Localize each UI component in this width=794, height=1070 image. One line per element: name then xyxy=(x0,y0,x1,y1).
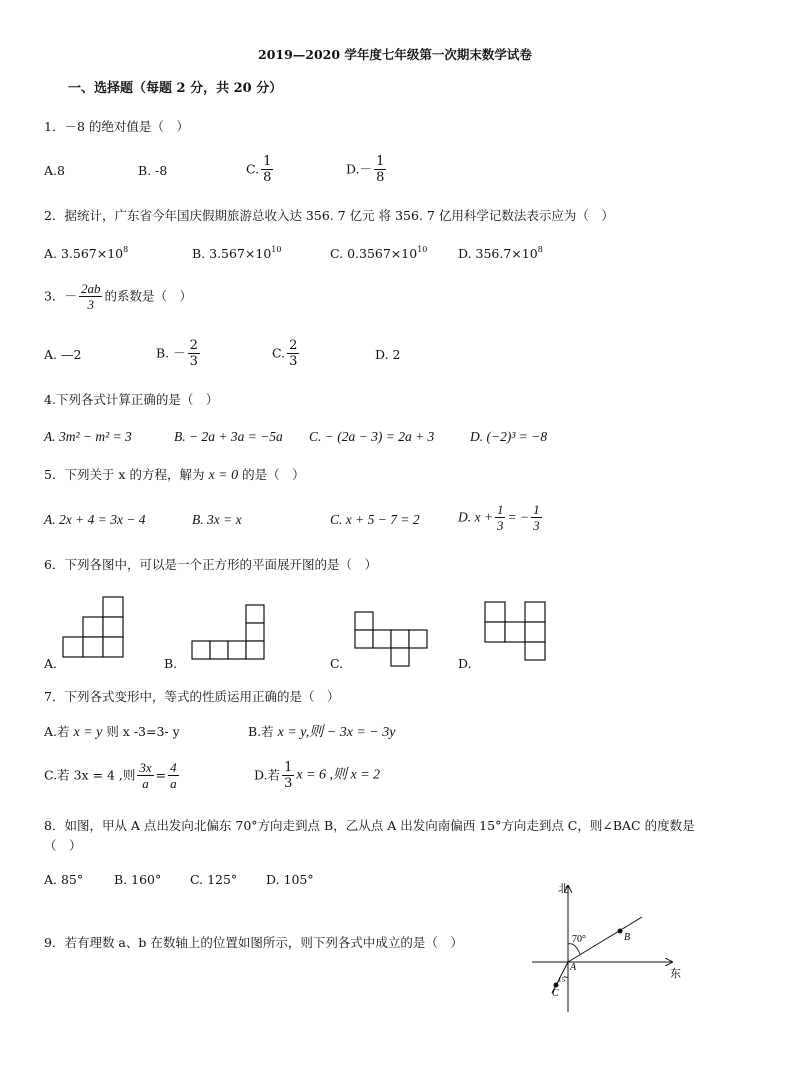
angle-15-label: 15 xyxy=(558,976,565,984)
question-9-stem: 9．若有理数 a、b 在数轴上的位置如图所示，则下列各式中成立的是（ ） xyxy=(44,935,463,950)
q6-figure-b xyxy=(190,604,266,660)
angle-arc-70 xyxy=(568,944,580,954)
q8-option-a: A. 85° xyxy=(44,872,84,887)
question-6-stem: 6．下列各图中，可以是一个正方形的平面展开图的是（ ） xyxy=(44,557,377,572)
question-2-stem: 2．据统计，广东省今年国庆假期旅游总收入达 356. 7 亿元 将 356. 7 亿用科学记数法表示应为（ ） xyxy=(44,208,614,223)
north-label: 北 xyxy=(558,882,569,895)
q8-option-c: C. 125° xyxy=(190,872,238,887)
q7-option-b: B.若 x = y,则 − 3x = − 3y xyxy=(248,724,396,740)
q1-option-c: C. $\frac{1}{8}$ xyxy=(246,154,272,185)
q4-option-b: B. − 2a + 3a = −5a xyxy=(174,429,283,444)
q7-option-d: D.若 $\frac{1}{3}$ x = 6 ,则 x = 2 xyxy=(254,760,381,791)
q8-option-b: B. 160° xyxy=(114,872,162,887)
q6-option-a: A. xyxy=(44,656,58,671)
q1-option-b: B. -8 xyxy=(138,163,168,178)
q3-option-d: D. 2 xyxy=(375,347,401,362)
q5-option-c: C. x + 5 − 7 = 2 xyxy=(330,512,420,527)
angle-70-label: 70° xyxy=(572,934,586,945)
page-title: 2019—2020 学年度七年级第一次期末数学试卷 xyxy=(258,47,532,62)
q8-option-d: D. 105° xyxy=(266,872,314,887)
q4-option-a: A. 3m² − m² = 3 xyxy=(44,429,132,444)
question-3-stem: 3．－ $\frac{2ab}{3}$ 的系数是（ ） xyxy=(44,281,192,312)
point-b-label: B xyxy=(624,932,631,943)
section-heading: 一、选择题（每题 2 分，共 20 分） xyxy=(68,81,283,96)
point-b-dot xyxy=(618,929,623,934)
q6-option-d: D. xyxy=(458,656,472,671)
q3-option-a: A. —2 xyxy=(44,347,82,362)
q3-option-b: B. － $\frac{2}{3}$ xyxy=(156,338,198,369)
q1-option-a: A.8 xyxy=(44,163,65,178)
q6-option-c: C. xyxy=(330,656,344,671)
q3-option-c: C. $\frac{2}{3}$ xyxy=(272,338,298,369)
q5-option-b: B. 3x = x xyxy=(192,512,242,527)
question-7-stem: 7．下列各式变形中，等式的性质运用正确的是（ ） xyxy=(44,689,340,704)
q7-option-a: A.若 x = y 则 x -3=3- y xyxy=(44,724,180,740)
q2-option-d: D. $356.7\times 10^8$ xyxy=(458,245,543,261)
q6-option-b: B. xyxy=(164,656,178,671)
q1-option-d: D.－ $\frac{1}{8}$ xyxy=(346,154,385,185)
point-c-label: C xyxy=(552,988,559,999)
q2-option-c: C. $0.3567\times 10^{10}$ xyxy=(330,245,428,261)
direction-diagram xyxy=(520,880,700,1020)
question-8-stem: 8．如图，甲从 A 点出发向北偏东 70°方向走到点 B，乙从点 A 出发向南偏西 15°方向走到点 C，则∠BAC 的度数是 xyxy=(44,818,695,833)
q2-option-b: B. $3.567\times 10^{10}$ xyxy=(192,245,282,261)
q6-figure-c xyxy=(353,611,429,667)
question-8-stem-line2: （ ） xyxy=(44,838,82,853)
q6-figure-a xyxy=(62,596,124,658)
q5-option-a: A. 2x + 4 = 3x − 4 xyxy=(44,512,146,527)
q4-option-c: C. − (2a − 3) = 2a + 3 xyxy=(309,429,435,444)
question-1-stem: 1．－8 的绝对值是（ ） xyxy=(44,119,189,134)
q7-option-c: C.若 3x = 4 ,则 $\frac{3x}{a}$ = $\frac{4}{a}$ xyxy=(44,760,177,791)
question-5-stem: 5．下列关于 x 的方程，解为 x = 0 的是（ ） xyxy=(44,467,305,483)
question-4-stem: 4.下列各式计算正确的是（ ） xyxy=(44,392,219,407)
east-label: 东 xyxy=(670,967,681,980)
point-a-label: A xyxy=(570,962,577,973)
q5-option-d: D. x + $\frac{1}{3}$ = − $\frac{1}{3}$ xyxy=(458,502,540,533)
q4-option-d: D. (−2)³ = −8 xyxy=(470,429,548,444)
q6-figure-d xyxy=(483,601,547,661)
q2-option-a: A. $3.567\times 10^8$ xyxy=(44,245,129,261)
